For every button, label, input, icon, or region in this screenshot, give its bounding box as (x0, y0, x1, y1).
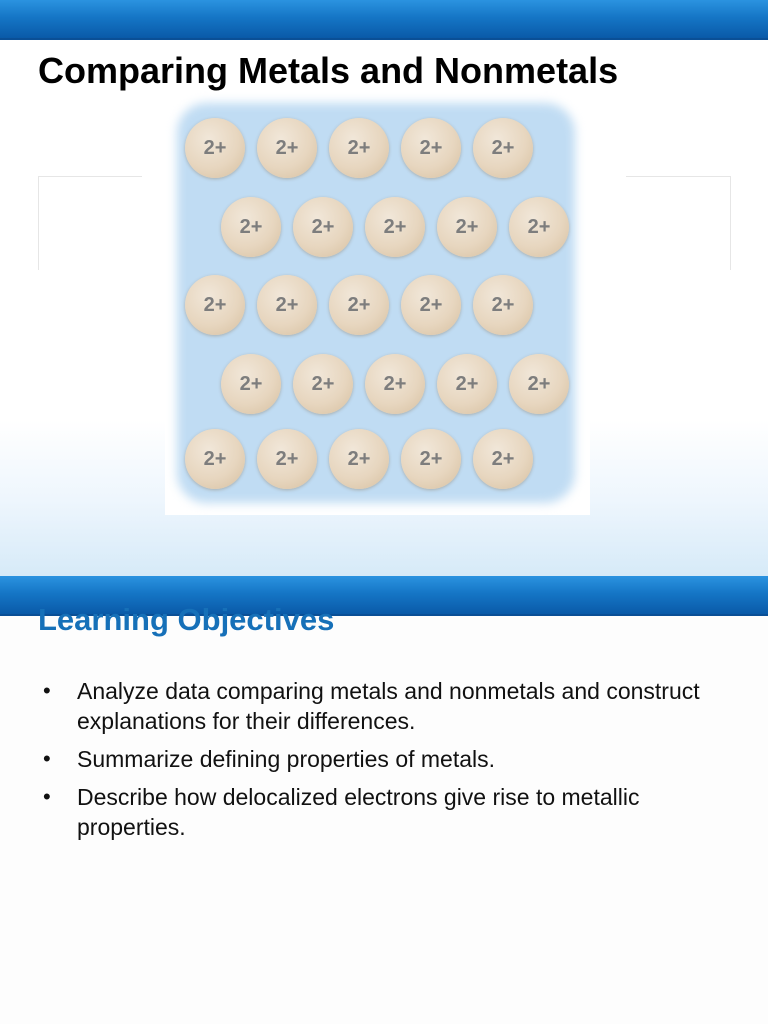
metal-cation: 2+ (401, 118, 461, 178)
metal-cation: 2+ (221, 197, 281, 257)
bullet-icon: • (43, 678, 51, 703)
metal-cation: 2+ (401, 429, 461, 489)
objectives-list (38, 676, 728, 850)
frame-line-right-top (626, 176, 730, 177)
metal-cation: 2+ (185, 275, 245, 335)
metal-cation: 2+ (365, 197, 425, 257)
objectives-heading: Learning Objectives (38, 602, 335, 637)
metal-cation: 2+ (257, 118, 317, 178)
objective-item (38, 782, 728, 842)
metal-cation: 2+ (185, 118, 245, 178)
metal-cation: 2+ (437, 197, 497, 257)
metal-cation: 2+ (329, 429, 389, 489)
frame-line-left-top (38, 176, 142, 177)
slide-2 (0, 576, 768, 1024)
bullet-icon: • (43, 784, 51, 809)
metal-cation: 2+ (365, 354, 425, 414)
objective-text: Describe how delocalized electrons give rise to metallic properties. (77, 784, 640, 840)
frame-line-left-side (38, 176, 39, 270)
objective-text: Analyze data comparing metals and nonmetals and construct explanations for their differences. (77, 678, 700, 734)
metal-cation: 2+ (257, 275, 317, 335)
metal-cation: 2+ (473, 275, 533, 335)
metal-cation: 2+ (473, 118, 533, 178)
metal-cation: 2+ (509, 197, 569, 257)
objective-text: Summarize defining properties of metals. (77, 746, 496, 772)
metal-cation: 2+ (329, 118, 389, 178)
metal-cation: 2+ (221, 354, 281, 414)
metal-cation: 2+ (293, 197, 353, 257)
metal-cation: 2+ (509, 354, 569, 414)
metal-cation: 2+ (329, 275, 389, 335)
metal-cation: 2+ (437, 354, 497, 414)
metal-cation: 2+ (401, 275, 461, 335)
objective-item (38, 676, 728, 736)
frame-line-right-side (730, 176, 731, 270)
slide-title: Comparing Metals and Nonmetals (38, 50, 619, 91)
metal-cation: 2+ (293, 354, 353, 414)
metal-cation: 2+ (473, 429, 533, 489)
objective-item (38, 744, 728, 774)
metallic-bonding-figure (165, 95, 590, 515)
slide-header-band (0, 0, 768, 40)
metal-cation: 2+ (185, 429, 245, 489)
metal-cation: 2+ (257, 429, 317, 489)
bullet-icon: • (43, 746, 51, 771)
